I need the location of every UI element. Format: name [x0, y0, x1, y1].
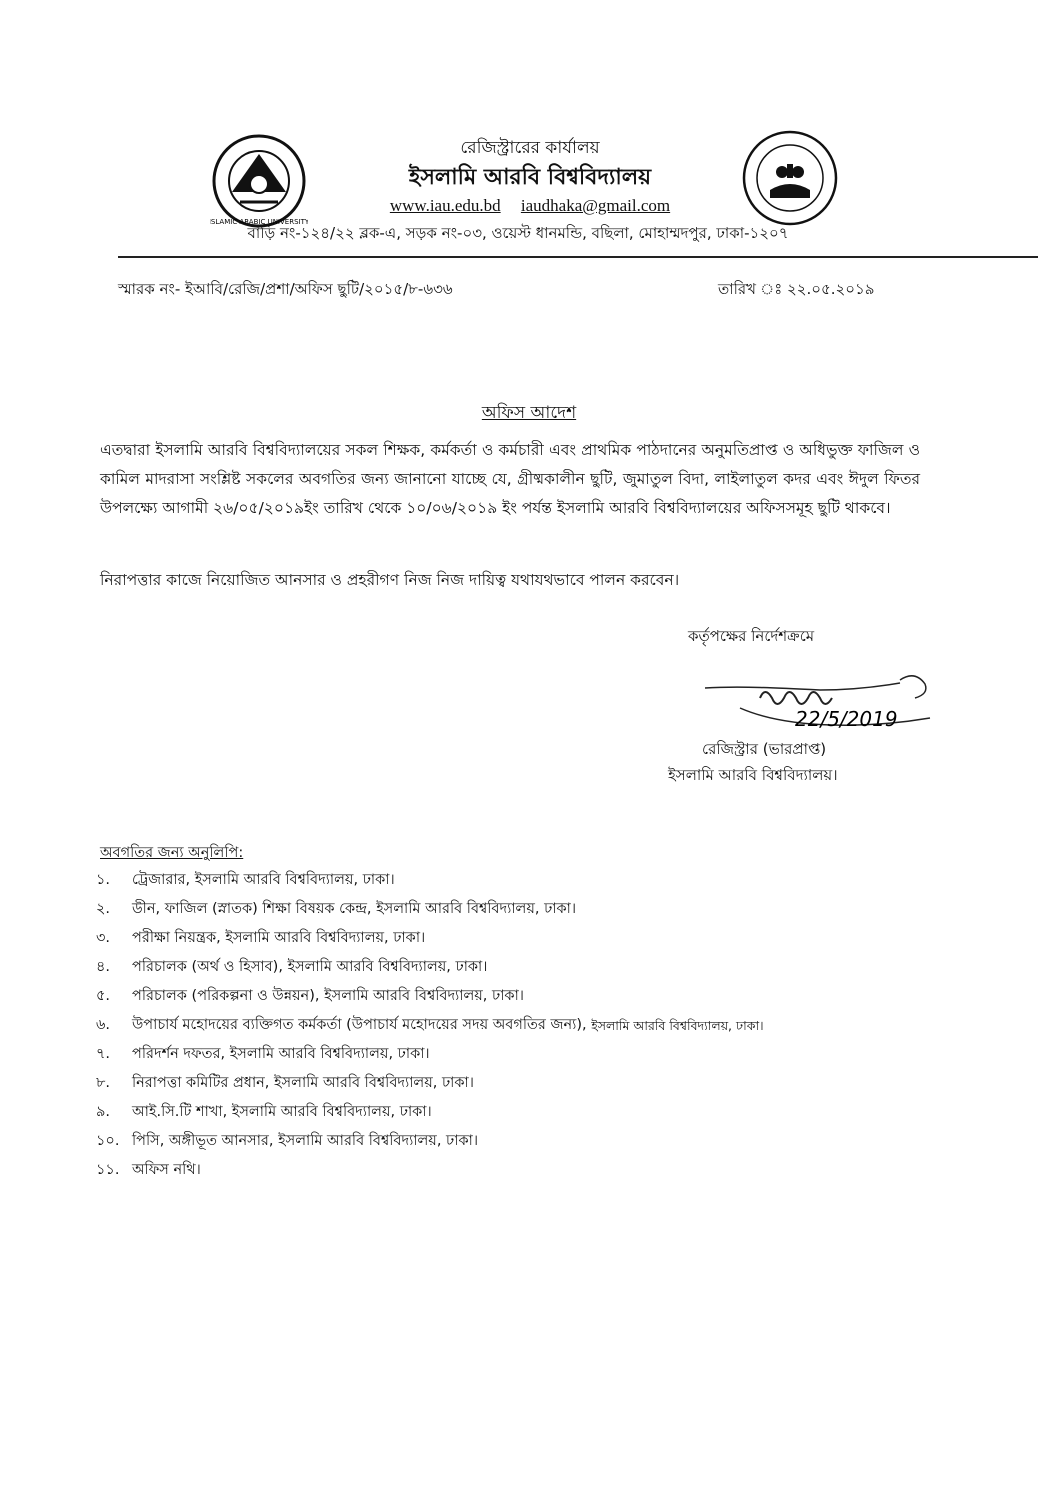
list-item: [96, 924, 956, 953]
item-text: পরিচালক (অর্থ ও হিসাব), ইসলামি আরবি বিশ্ববিদ্যালয়, ঢাকা।: [132, 959, 488, 975]
item-text: পরিচালক (পরিকল্পনা ও উন্নয়ন), ইসলামি আরবি বিশ্ববিদ্যালয়, ঢাকা।: [132, 988, 524, 1004]
list-item: [96, 1069, 956, 1098]
item-number: ৩.: [96, 930, 111, 946]
university-name: ইসলামি আরবি বিশ্ববিদ্যালয়: [408, 165, 652, 190]
list-item: [96, 895, 956, 924]
svg-text:ISLAMIC ARABIC UNIVERSITY: ISLAMIC ARABIC UNIVERSITY: [210, 218, 308, 226]
item-text: অফিস নথি।: [132, 1162, 201, 1178]
item-text-tail: ইসলামি আরবি বিশ্ববিদ্যালয়, ঢাকা।: [591, 1018, 764, 1033]
item-text: পরিদর্শন দফতর, ইসলামি আরবি বিশ্ববিদ্যালয়, ঢাকা।: [132, 1046, 430, 1062]
contact-line: [300, 196, 760, 216]
copies-heading: অবগতির জন্য অনুলিপি:: [100, 845, 244, 861]
signature-scribble-icon: [700, 668, 940, 738]
body-paragraph-2: নিরাপত্তার কাজে নিয়োজিত আনসার ও প্রহরীগণ নিজ নিজ দায়িত্ব যথাযথভাবে পালন করবেন।: [100, 571, 680, 589]
item-number: ৭.: [96, 1046, 111, 1062]
copies-list: [96, 866, 956, 1185]
office-name: রেজিস্ট্রারের কার্যালয়: [460, 138, 600, 158]
handwritten-signature: [700, 668, 940, 742]
item-text: ট্রেজারার, ইসলামি আরবি বিশ্ববিদ্যালয়, ঢাকা।: [132, 872, 395, 888]
item-number: ১০.: [96, 1133, 120, 1149]
item-text: নিরাপত্তা কমিটির প্রধান, ইসলামি আরবি বিশ্ববিদ্যালয়, ঢাকা।: [132, 1075, 474, 1091]
list-item: [96, 1011, 956, 1040]
document-title: [0, 400, 1058, 428]
list-item: [96, 1156, 956, 1185]
list-item: [96, 866, 956, 895]
item-number: ১১.: [96, 1162, 120, 1178]
university-logo-left: [210, 132, 308, 234]
memo-reference: স্মারক নং- ইআবি/রেজি/প্রশা/অফিস ছুটি/২০১৫/৮-৬৩৬: [118, 280, 453, 298]
body-paragraph-1: এতদ্বারা ইসলামি আরবি বিশ্ববিদ্যালয়ের সকল শিক্ষক, কর্মকর্তা ও কর্মচারী এবং প্রাথমিক পাঠদানের অনুমতিপ্রাপ্ত ও অধিভুক্ত ফাজিল ও কামিল মাদরাসা সংশ্লিষ্ট সকলের অবগতির জন্য জানানো যাচ্ছে যে, গ্রীষ্মকালীন ছুটি, জুমাতুল বিদা, লাইলাতুল কদর এবং ঈদুল ফিতর উপলক্ষ্যে আগামী ২৬/০৫/২০১৯ইং তারিখ থেকে ১০/০৬/২০১৯ ইং পর্যন্ত ইসলামি আরবি বিশ্ববিদ্যালয়ের অফিসসমূহ ছুটি থাকবে।: [100, 441, 920, 517]
item-number: ৯.: [96, 1104, 111, 1120]
item-number: ৪.: [96, 959, 111, 975]
memo-date: তারিখ ঃ ২২.০৫.২০১৯: [718, 280, 875, 298]
item-text: পরীক্ষা নিয়ন্ত্রক, ইসলামি আরবি বিশ্ববিদ্যালয়, ঢাকা।: [132, 930, 426, 946]
list-item: [96, 1127, 956, 1156]
header-divider: [118, 256, 1038, 258]
list-item: [96, 953, 956, 982]
item-text: উপাচার্য মহোদয়ের ব্যক্তিগত কর্মকর্তা (উপাচার্য মহোদয়ের সদয় অবগতির জন্য),: [132, 1017, 587, 1033]
signature-date: 22/5/2019: [795, 707, 898, 731]
item-text: ডীন, ফাজিল (স্নাতক) শিক্ষা বিষয়ক কেন্দ্র, ইসলামি আরবি বিশ্ববিদ্যালয়, ঢাকা।: [132, 901, 577, 917]
signatory-university: ইসলামি আরবি বিশ্ববিদ্যালয়।: [668, 766, 838, 784]
list-item: [96, 1040, 956, 1069]
item-number: ১.: [96, 872, 111, 888]
item-number: ৮.: [96, 1075, 111, 1091]
list-item: [96, 982, 956, 1011]
item-text: আই.সি.টি শাখা, ইসলামি আরবি বিশ্ববিদ্যালয়, ঢাকা।: [132, 1104, 432, 1120]
item-number: ৫.: [96, 988, 111, 1004]
item-text: পিসি, অঙ্গীভূত আনসার, ইসলামি আরবি বিশ্ববিদ্যালয়, ঢাকা।: [132, 1133, 478, 1149]
item-number: ২.: [96, 901, 111, 917]
authority-order-line: কর্তৃপক্ষের নির্দেশক্রমে: [688, 627, 815, 645]
signatory-designation: রেজিস্ট্রার (ভারপ্রাপ্ত): [702, 740, 827, 758]
logo-seal-icon: [210, 132, 308, 230]
item-number: ৬.: [96, 1017, 111, 1033]
title-text: অফিস আদেশ: [481, 403, 577, 423]
website-link[interactable]: www.iau.edu.bd: [389, 196, 501, 215]
email-link[interactable]: iaudhaka@gmail.com: [520, 196, 671, 215]
list-item: [96, 1098, 956, 1127]
address-line: বাড়ি নং-১২৪/২২ ব্লক-এ, সড়ক নং-০৩, ওয়েস্ট ধানমন্ডি, বছিলা, মোহাম্মদপুর, ঢাকা-১২০৭: [247, 224, 789, 242]
